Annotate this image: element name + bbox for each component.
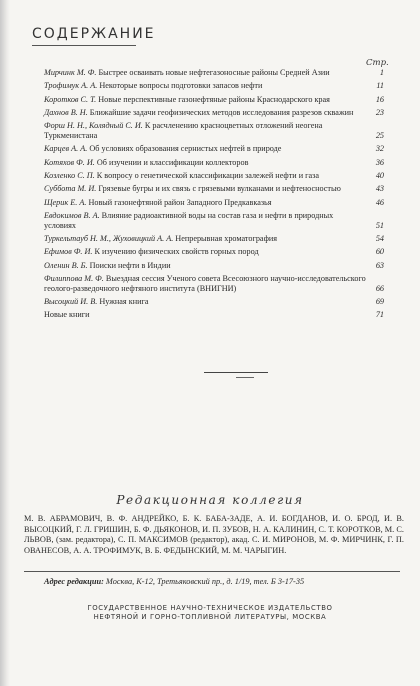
toc-title: Непрерывная хроматография — [175, 234, 278, 244]
toc-entry[interactable] — [44, 297, 384, 307]
toc-author: Евдокимов В. А. — [44, 210, 100, 220]
toc-entry[interactable] — [44, 121, 384, 141]
toc-entry[interactable] — [44, 310, 384, 320]
toc-page-number: 23 — [375, 107, 384, 117]
editorial-board-heading: Редакционная коллегия — [116, 493, 304, 507]
toc-author: Суббота М. И. — [44, 184, 97, 194]
toc-page-number: 71 — [375, 310, 384, 320]
toc-author: Щерик Е. А. — [44, 197, 87, 207]
table-of-contents — [44, 68, 384, 324]
toc-title: Нужная книга — [99, 297, 149, 307]
toc-page-number: 63 — [375, 260, 384, 270]
toc-page-number: 66 — [375, 283, 384, 293]
section-divider-short — [236, 377, 254, 378]
toc-title: Грязевые бугры и их связь с грязевыми вулканами и нефтеносностью — [98, 184, 341, 194]
toc-author: Коротков С. Т. — [44, 94, 97, 104]
toc-author: Козленко С. П. — [44, 170, 95, 180]
toc-entry[interactable] — [44, 247, 384, 257]
toc-entry[interactable] — [44, 81, 384, 91]
toc-entry[interactable] — [44, 198, 384, 208]
page-binding-shadow — [0, 0, 10, 686]
toc-author: Карцев А. А. — [44, 144, 88, 154]
title-underline — [32, 45, 136, 46]
toc-page-number: 32 — [375, 144, 384, 154]
toc-author: Высоцкий И. В. — [44, 297, 98, 307]
address-text: Москва, К-12, Третьяковский пр., д. 1/19, тел. Б 3-17-35 — [105, 577, 305, 586]
address-divider — [24, 571, 400, 572]
page-column-label: Стр. — [366, 58, 389, 68]
publisher-imprint — [0, 604, 420, 623]
toc-entry[interactable] — [44, 184, 384, 194]
toc-title: Новые перспективные газонефтяные районы Краснодарского края — [98, 94, 330, 104]
toc-page-number: 46 — [375, 197, 384, 207]
toc-page-number: 40 — [375, 170, 384, 180]
toc-author: Оленин В. Б. — [44, 260, 88, 270]
address-label: Адрес редакции: — [44, 577, 104, 586]
toc-entry[interactable] — [44, 171, 384, 181]
toc-author: Дахнов В. Н. — [44, 107, 88, 117]
toc-page-number: 51 — [375, 220, 384, 230]
publisher-line-1: ГОСУДАРСТВЕННОЕ НАУЧНО-ТЕХНИЧЕСКОЕ ИЗДАТЕЛЬСТВО — [87, 604, 333, 612]
toc-author: Туркельтауб Н. М., Жуховицкий А. А. — [44, 234, 174, 244]
toc-title: Об условиях образования сернистых нефтей в природе — [89, 144, 282, 154]
toc-entry[interactable] — [44, 68, 384, 78]
toc-page-number: 25 — [375, 131, 384, 141]
toc-author: Трофимук А. А. — [44, 81, 98, 91]
toc-title: К вопросу о генетической классификации залежей нефти и газа — [96, 170, 320, 180]
editorial-board-members: М. В. АБРАМОВИЧ, В. Ф. АНДРЕЙКО, Б. К. БАБА-ЗАДЕ, А. И. БОГДАНОВ, И. О. БРОД, И. В. ВЫСОЦКИЙ, Г. Л. ГРИШИН, Б. Ф. ДЬЯКОНОВ, И. П. ЗУБОВ, Н. А. КАЛИНИН, С. Т. КОРОТКОВ, М. С. ЛЬВОВ, (зам. редактора), С. П. МАКСИМОВ (редактор), акад. С. И. МИРОНОВ, М. Ф. МИРЧИНК, Г. П. ОВАНЕСОВ, А. А. ТРОФИМУК, В. Б. ФЕДЫНСКИЙ, М. М. ЧАРЫГИН. — [24, 514, 404, 555]
toc-page-number: 69 — [375, 297, 384, 307]
toc-entry[interactable] — [44, 261, 384, 271]
toc-page-number: 54 — [375, 234, 384, 244]
toc-title: Выездная сессия Ученого совета Всесоюзного научно-исследовательского геолого-разведочного нефтяного института (ВНИГНИ) — [44, 273, 366, 293]
toc-entry[interactable] — [44, 95, 384, 105]
toc-title: К изучению физических свойств горных пород — [94, 247, 259, 257]
toc-title: Поиски нефти в Индии — [89, 260, 171, 270]
toc-page-number: 60 — [375, 247, 384, 257]
editorial-address — [44, 577, 404, 586]
toc-title: Новые книги — [44, 310, 90, 320]
toc-entry[interactable] — [44, 274, 384, 294]
publisher-line-2: НЕФТЯНОЙ И ГОРНО-ТОПЛИВНОЙ ЛИТЕРАТУРЫ, МОСКВА — [93, 613, 327, 622]
toc-title: Влияние радиоактивной воды на состав газа и нефти в природных условиях — [44, 210, 334, 230]
page-title: СОДЕРЖАНИЕ — [32, 26, 156, 42]
toc-author: Ефимов Ф. И. — [44, 247, 93, 257]
toc-title: Некоторые вопросы подготовки запасов нефти — [99, 81, 263, 91]
toc-title: Ближайшие задачи геофизических методов исследования разрезов скважин — [89, 107, 354, 117]
toc-author: Котяхов Ф. И. — [44, 157, 95, 167]
toc-entry[interactable] — [44, 108, 384, 118]
toc-page-number: 36 — [375, 157, 384, 167]
toc-entry[interactable] — [44, 144, 384, 154]
toc-author: Форш Н. Н., Колядный С. И. — [44, 121, 143, 131]
toc-title: Быстрее осваивать новые нефтегазоносные районы Средней Азии — [98, 68, 330, 77]
toc-entry[interactable] — [44, 211, 384, 231]
toc-page-number: 11 — [376, 81, 384, 91]
toc-page-number: 16 — [375, 94, 384, 104]
toc-page-number: 1 — [379, 68, 384, 77]
toc-title: Об изучении и классификации коллекторов — [96, 157, 249, 167]
section-divider — [204, 372, 268, 373]
toc-entry[interactable] — [44, 234, 384, 244]
toc-title: К расчленению красноцветных отложений неогена Туркменистана — [44, 121, 323, 141]
toc-entry[interactable] — [44, 158, 384, 168]
toc-title: Новый газонефтяной район Западного Предкавказья — [88, 197, 272, 207]
toc-author: Филиппова М. Ф. — [44, 273, 104, 283]
toc-author: Мирчинк М. Ф. — [44, 68, 97, 77]
toc-page-number: 43 — [375, 184, 384, 194]
